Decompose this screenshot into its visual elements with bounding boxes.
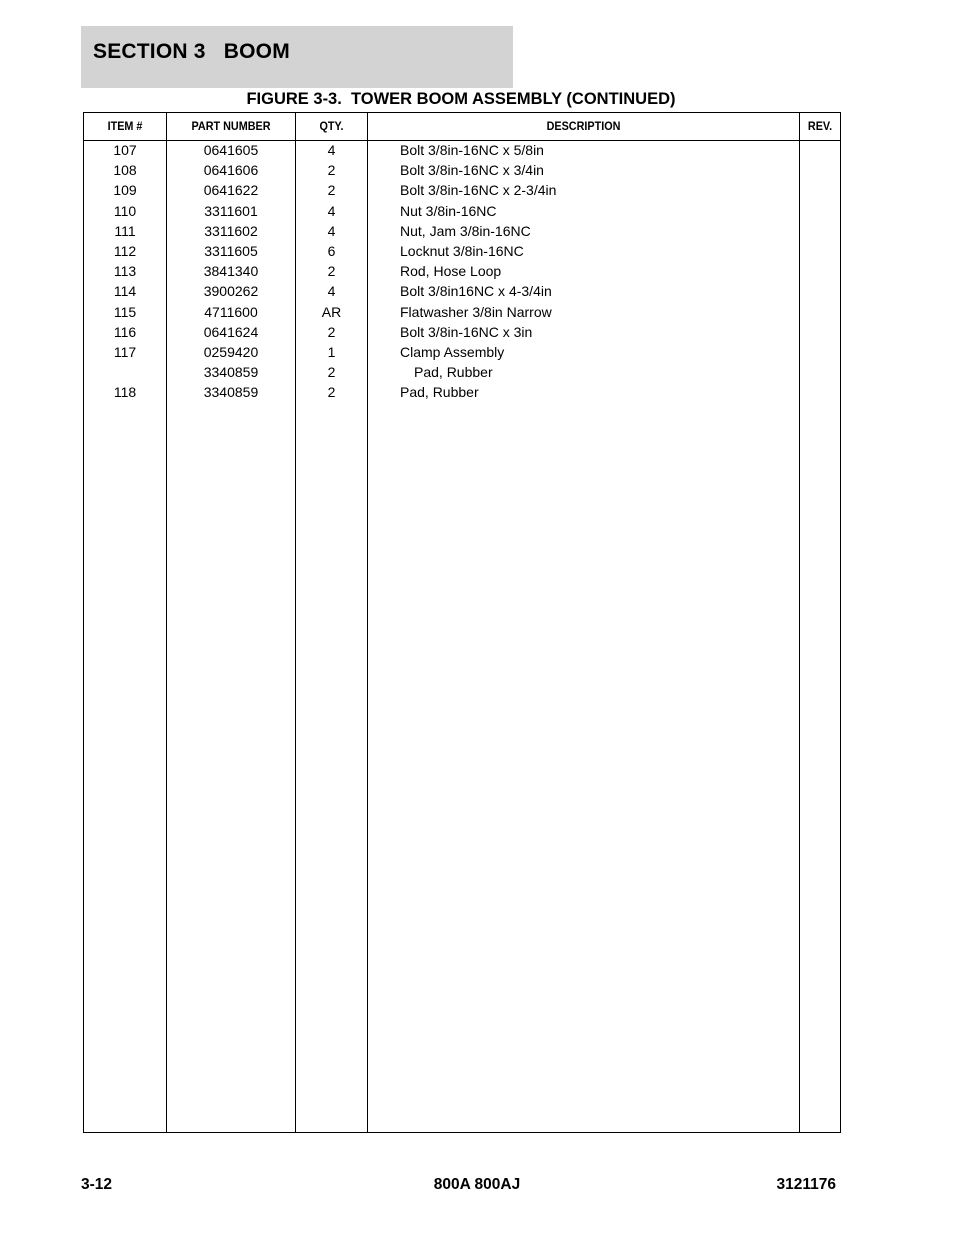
table-row — [84, 362, 840, 382]
quantity: 4 — [327, 142, 336, 158]
item-number: 110 — [113, 202, 137, 219]
item-number: 109 — [113, 182, 137, 199]
quantity: 4 — [327, 283, 336, 300]
table-row — [84, 241, 840, 261]
part-number: 0641622 — [203, 182, 259, 199]
item-number: 113 — [113, 263, 137, 280]
description: Nut 3/8in-16NC — [400, 202, 497, 219]
part-number: 3311605 — [204, 243, 258, 259]
part-number: 3841340 — [203, 263, 259, 280]
part-number: 0641606 — [203, 162, 259, 179]
description: Locknut 3/8in-16NC — [400, 243, 524, 259]
section-banner — [81, 26, 513, 88]
table-row — [84, 221, 840, 241]
part-number: 3900262 — [203, 283, 259, 300]
revision — [800, 140, 840, 160]
revision — [800, 261, 840, 281]
part-number: 3311602 — [204, 222, 258, 239]
item-number: 114 — [113, 283, 137, 300]
part-number: 3340859 — [203, 364, 259, 381]
table-row — [84, 160, 840, 180]
quantity: 6 — [327, 243, 336, 259]
table-row — [84, 180, 840, 200]
table-row — [84, 261, 840, 281]
item-number: 115 — [113, 303, 137, 320]
item-number: 112 — [113, 243, 137, 259]
revision — [800, 322, 840, 342]
part-number: 3311601 — [204, 202, 258, 219]
table-header — [84, 113, 840, 141]
revision — [800, 281, 840, 301]
table-row — [84, 322, 840, 342]
parts-table — [83, 112, 841, 1133]
revision — [800, 160, 840, 180]
description: Rod, Hose Loop — [400, 263, 502, 280]
header-part-number: PART NUMBER — [191, 119, 271, 133]
description: Clamp Assembly — [400, 344, 505, 360]
revision — [800, 241, 840, 261]
description: Bolt 3/8in-16NC x 5/8in — [400, 142, 544, 158]
item-number: 108 — [113, 162, 137, 179]
description: Nut, Jam 3/8in-16NC — [400, 222, 531, 239]
header-description: DESCRIPTION — [546, 119, 621, 133]
section-title: SECTION 3 BOOM — [93, 40, 290, 63]
item-number: 117 — [113, 344, 137, 360]
quantity: 2 — [327, 162, 336, 179]
description: Flatwasher 3/8in Narrow — [400, 303, 552, 320]
quantity: 2 — [327, 263, 336, 280]
revision — [800, 342, 840, 362]
quantity: 4 — [327, 222, 336, 239]
revision — [800, 302, 840, 322]
part-number: 4711600 — [204, 303, 258, 320]
table-row — [84, 342, 840, 362]
table-row — [84, 201, 840, 221]
item-number: 118 — [113, 384, 137, 401]
item-number: 111 — [114, 222, 136, 239]
quantity: 4 — [327, 202, 336, 219]
part-number: 3340859 — [203, 384, 259, 401]
part-number: 0641624 — [203, 323, 259, 340]
header-item: ITEM # — [107, 119, 143, 133]
revision — [800, 221, 840, 241]
figure-title: FIGURE 3-3. TOWER BOOM ASSEMBLY (CONTINUED) — [246, 90, 676, 108]
item-number: 107 — [113, 142, 137, 158]
quantity: 2 — [327, 384, 336, 401]
revision — [800, 382, 840, 402]
revision — [800, 362, 840, 382]
description: Bolt 3/8in-16NC x 3in — [400, 323, 533, 340]
header-qty: QTY. — [319, 119, 344, 133]
description: Pad, Rubber — [400, 384, 479, 401]
item-number: 116 — [113, 323, 137, 340]
document-number: 3121176 — [776, 1176, 836, 1193]
quantity: AR — [321, 303, 342, 320]
table-row — [84, 140, 840, 160]
table-row — [84, 382, 840, 402]
description: Bolt 3/8in-16NC x 3/4in — [400, 162, 544, 179]
table-row — [84, 302, 840, 322]
quantity: 2 — [327, 323, 336, 340]
description: Bolt 3/8in16NC x 4-3/4in — [400, 283, 552, 300]
quantity: 2 — [327, 182, 336, 199]
model-label: 800A 800AJ — [433, 1176, 521, 1193]
part-number: 0641605 — [203, 142, 259, 158]
page-number: 3-12 — [81, 1176, 113, 1193]
quantity: 1 — [327, 344, 336, 360]
header-rev: REV. — [807, 119, 833, 133]
revision — [800, 201, 840, 221]
description: Bolt 3/8in-16NC x 2-3/4in — [400, 182, 557, 199]
description: Pad, Rubber — [414, 364, 493, 381]
table-row — [84, 281, 840, 301]
quantity: 2 — [327, 364, 336, 381]
revision — [800, 180, 840, 200]
part-number: 0259420 — [203, 344, 259, 360]
item-number — [84, 362, 166, 382]
